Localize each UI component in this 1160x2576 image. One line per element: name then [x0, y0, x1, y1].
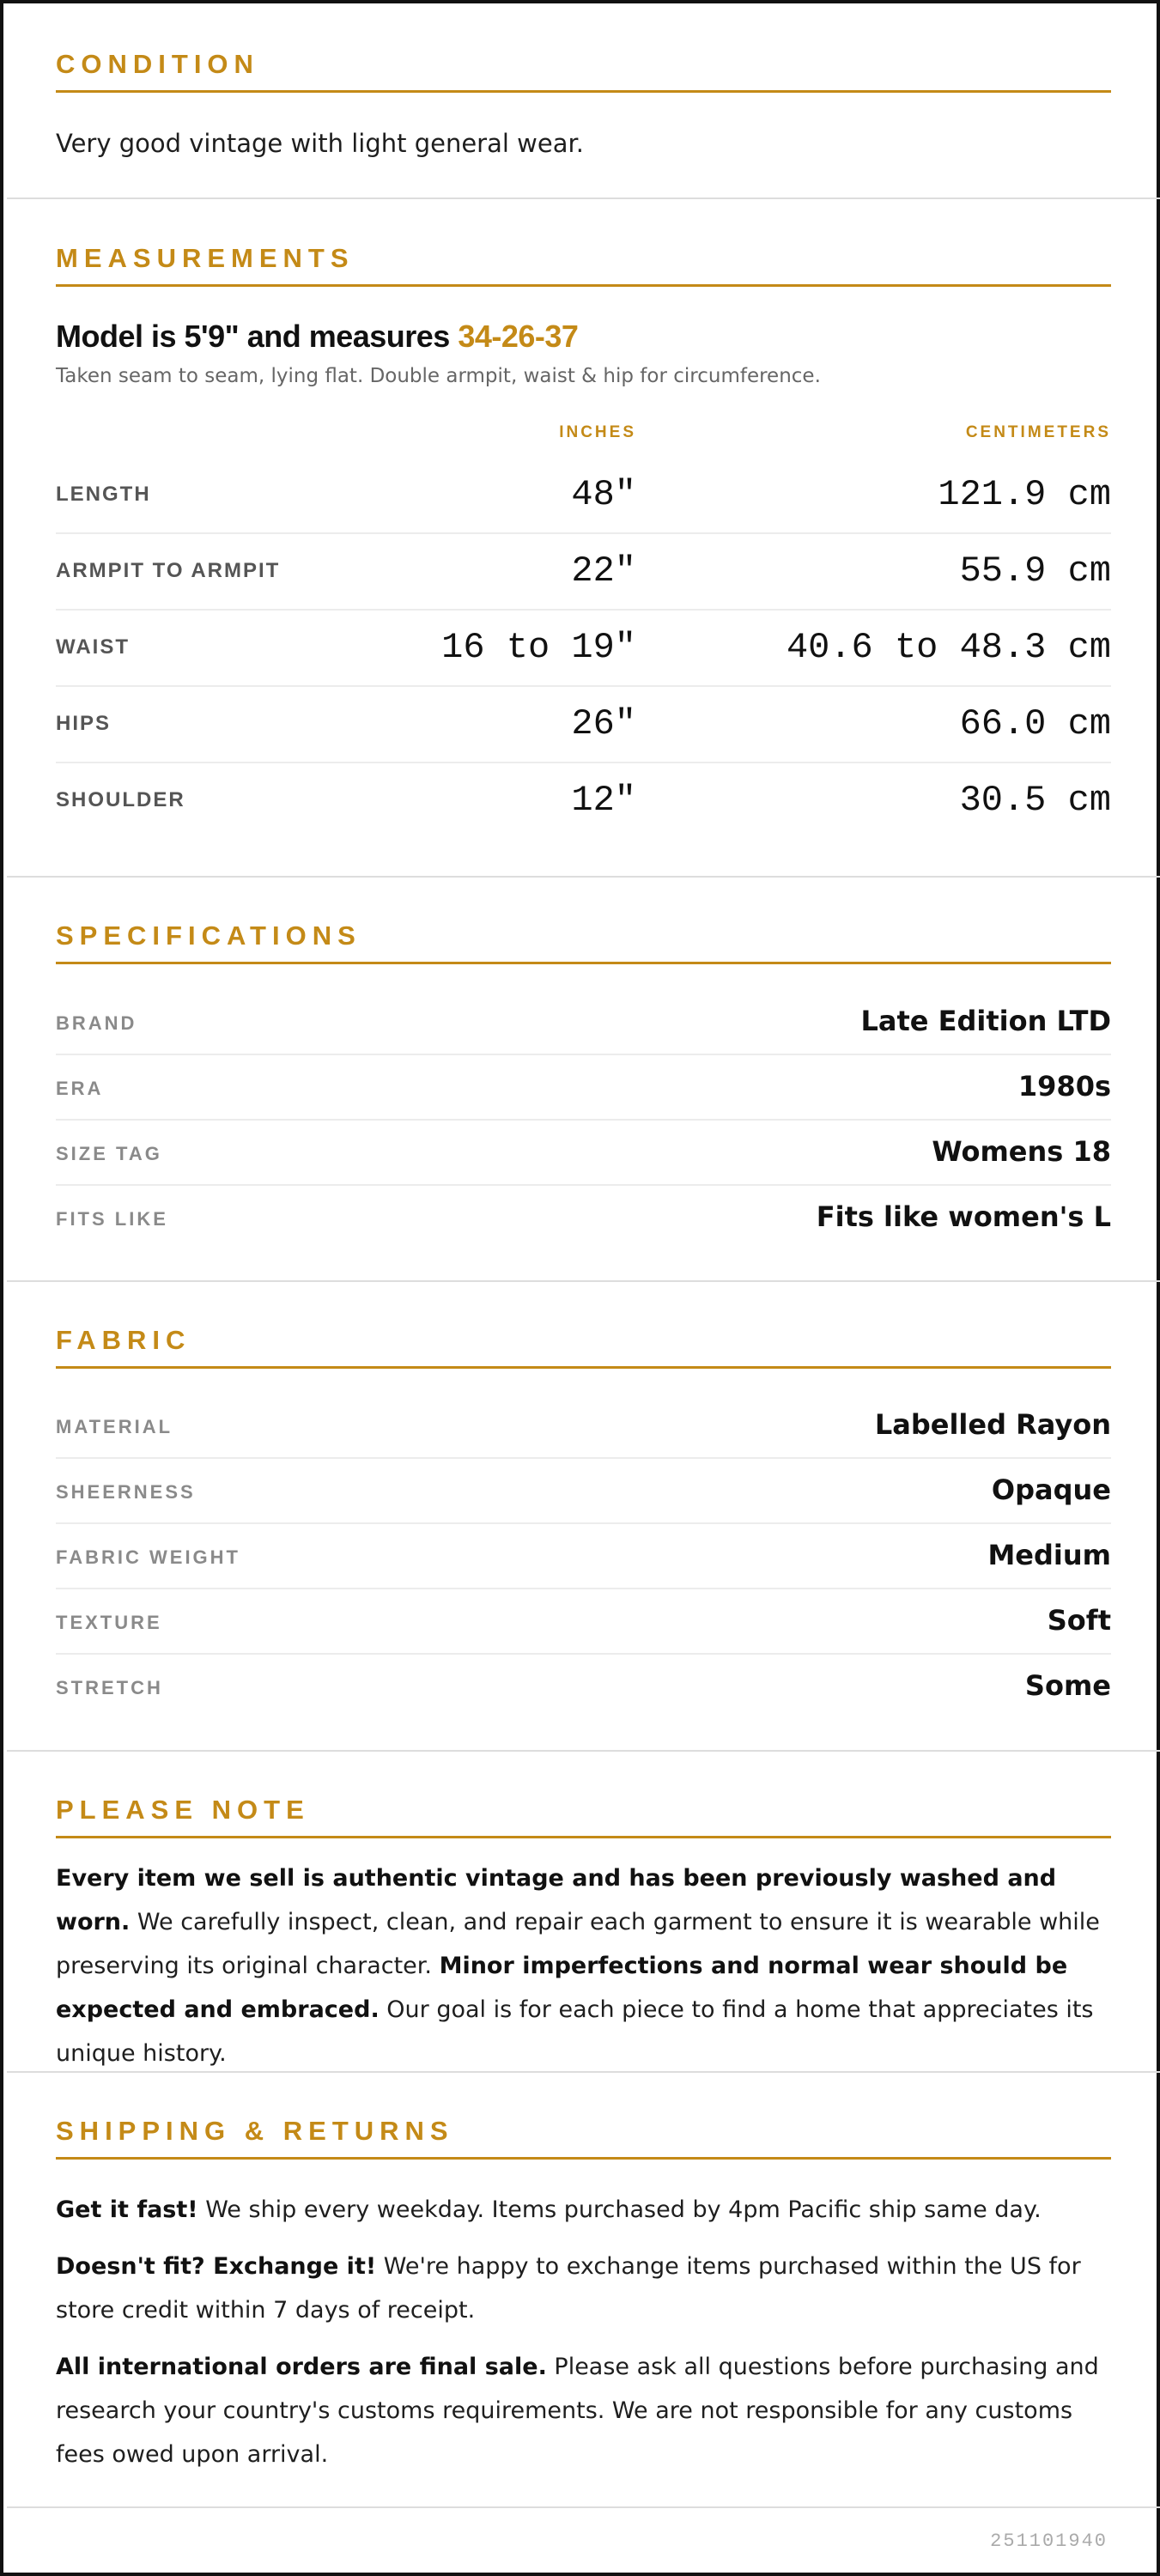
- note-bold-authentic: Every item we sell is authentic vintage and has been previously washed and worn.: [56, 1865, 1057, 1935]
- fabric-row-sheerness: [56, 1459, 1111, 1524]
- spec-value: 1980s: [1017, 1070, 1111, 1103]
- shipping-fast-text: We ship every weekday. Items purchased by 4pm Pacific ship same day.: [197, 2196, 1042, 2223]
- shipping-international-text: Please ask all questions before purchasing and research your country's customs requirements. We are not responsible for any customs fees owed upon arrival.: [56, 2354, 1099, 2468]
- spec-label: BRAND: [56, 1012, 137, 1034]
- sku-number: 251101940: [990, 2530, 1108, 2552]
- fabric-label: SHEERNESS: [56, 1481, 196, 1503]
- fabric-label: FABRIC WEIGHT: [56, 1546, 240, 1568]
- measurement-cm: 30.5 cm: [959, 780, 1111, 821]
- measurement-cm: 55.9 cm: [959, 550, 1111, 592]
- measurement-inches: 22": [571, 550, 636, 592]
- specifications-rule: [56, 962, 1111, 964]
- measurements-note: Taken seam to seam, lying flat. Double armpit, waist & hip for circumference.: [56, 365, 821, 387]
- please-note-rule: [56, 1836, 1111, 1838]
- specifications-heading: SPECIFICATIONS: [56, 920, 361, 951]
- measurement-cm: 40.6 to 48.3 cm: [786, 627, 1111, 668]
- measurement-row-shoulder: [56, 763, 1111, 840]
- shipping-fast-bold: Get it fast!: [56, 2196, 198, 2223]
- spec-row-brand: [56, 990, 1111, 1055]
- measurement-row-hips: [56, 687, 1111, 763]
- spec-row-size-tag: [56, 1121, 1111, 1186]
- please-note-heading: PLEASE NOTE: [56, 1795, 310, 1825]
- measurement-label: HIPS: [56, 712, 112, 735]
- please-note-section: [7, 1752, 1160, 2073]
- spec-row-era: [56, 1055, 1111, 1121]
- measurement-label: LENGTH: [56, 483, 151, 506]
- measurement-inches: 48": [571, 474, 636, 515]
- fabric-value: Opaque: [991, 1473, 1111, 1506]
- condition-heading: CONDITION: [56, 49, 259, 79]
- fabric-section: [7, 1282, 1160, 1752]
- measurement-row-length: [56, 458, 1111, 534]
- note-bold-imperfections: Minor imperfections and normal wear should be expected and embraced.: [56, 1953, 1068, 2023]
- shipping-international-bold: All international orders are final sale.: [56, 2354, 547, 2380]
- fabric-heading: FABRIC: [56, 1325, 191, 1355]
- spec-value: Womens 18: [932, 1135, 1111, 1168]
- shipping-heading: SHIPPING & RETURNS: [56, 2116, 454, 2146]
- fabric-row-texture: [56, 1589, 1111, 1655]
- measurements-heading: MEASUREMENTS: [56, 243, 355, 273]
- model-measurements: [56, 321, 578, 352]
- shipping-exchange-text: We're happy to exchange items purchased within the US for store credit within 7 days of receipt.: [56, 2253, 1081, 2324]
- measurements-section: [7, 199, 1160, 878]
- measurement-inches: 12": [571, 780, 636, 821]
- model-prefix: Model is 5'9" and measures: [56, 319, 459, 354]
- spec-label: ERA: [56, 1078, 104, 1099]
- condition-text: Very good vintage with light general wear.: [56, 129, 584, 158]
- fabric-row-stretch: [56, 1655, 1111, 1720]
- spec-value: Late Edition LTD: [860, 1005, 1111, 1037]
- spec-value: Fits like women's L: [816, 1200, 1111, 1233]
- col-cm-header: CENTIMETERS: [965, 423, 1111, 441]
- measurement-cm: 66.0 cm: [959, 703, 1111, 744]
- fabric-label: STRETCH: [56, 1677, 163, 1698]
- measurement-label: ARMPIT TO ARMPIT: [56, 559, 281, 582]
- specifications-section: [7, 878, 1160, 1282]
- measurements-rule: [56, 284, 1111, 287]
- measurement-cm: 121.9 cm: [938, 474, 1111, 515]
- fabric-value: Medium: [987, 1539, 1111, 1571]
- model-measures-value: 34-26-37: [458, 319, 579, 354]
- measurement-label: WAIST: [56, 635, 130, 659]
- fabric-value: Soft: [1047, 1604, 1111, 1637]
- please-note-text: [56, 1856, 1111, 2075]
- fabric-row-weight: [56, 1524, 1111, 1589]
- note-text-goal: Our goal is for each piece to find a home that appreciates its unique history.: [56, 1996, 1094, 2067]
- shipping-international-paragraph: [56, 2345, 1111, 2476]
- fabric-label: TEXTURE: [56, 1612, 162, 1633]
- fabric-row-material: [56, 1394, 1111, 1459]
- condition-section: [7, 3, 1160, 199]
- note-text-inspect: We carefully inspect, clean, and repair each garment to ensure it is wearable while preserving its original character.: [56, 1909, 1100, 1979]
- fabric-value: Some: [1024, 1669, 1111, 1702]
- measurement-row-waist: [56, 611, 1111, 687]
- fabric-label: MATERIAL: [56, 1416, 173, 1437]
- measurement-label: SHOULDER: [56, 788, 185, 811]
- spec-label: SIZE TAG: [56, 1143, 162, 1164]
- measurement-inches: 26": [571, 703, 636, 744]
- spec-label: FITS LIKE: [56, 1208, 168, 1230]
- fabric-value: Labelled Rayon: [874, 1408, 1111, 1441]
- condition-rule: [56, 90, 1111, 93]
- measurement-row-armpit: [56, 534, 1111, 611]
- shipping-section: [7, 2073, 1160, 2508]
- shipping-exchange-paragraph: [56, 2245, 1111, 2332]
- measurement-inches: 16 to 19": [441, 627, 636, 668]
- fabric-rule: [56, 1366, 1111, 1369]
- shipping-exchange-bold: Doesn't fit? Exchange it!: [56, 2253, 377, 2280]
- col-inches-header: INCHES: [559, 423, 636, 441]
- spec-row-fits-like: [56, 1186, 1111, 1251]
- shipping-fast-paragraph: [56, 2188, 1111, 2232]
- shipping-rule: [56, 2157, 1111, 2160]
